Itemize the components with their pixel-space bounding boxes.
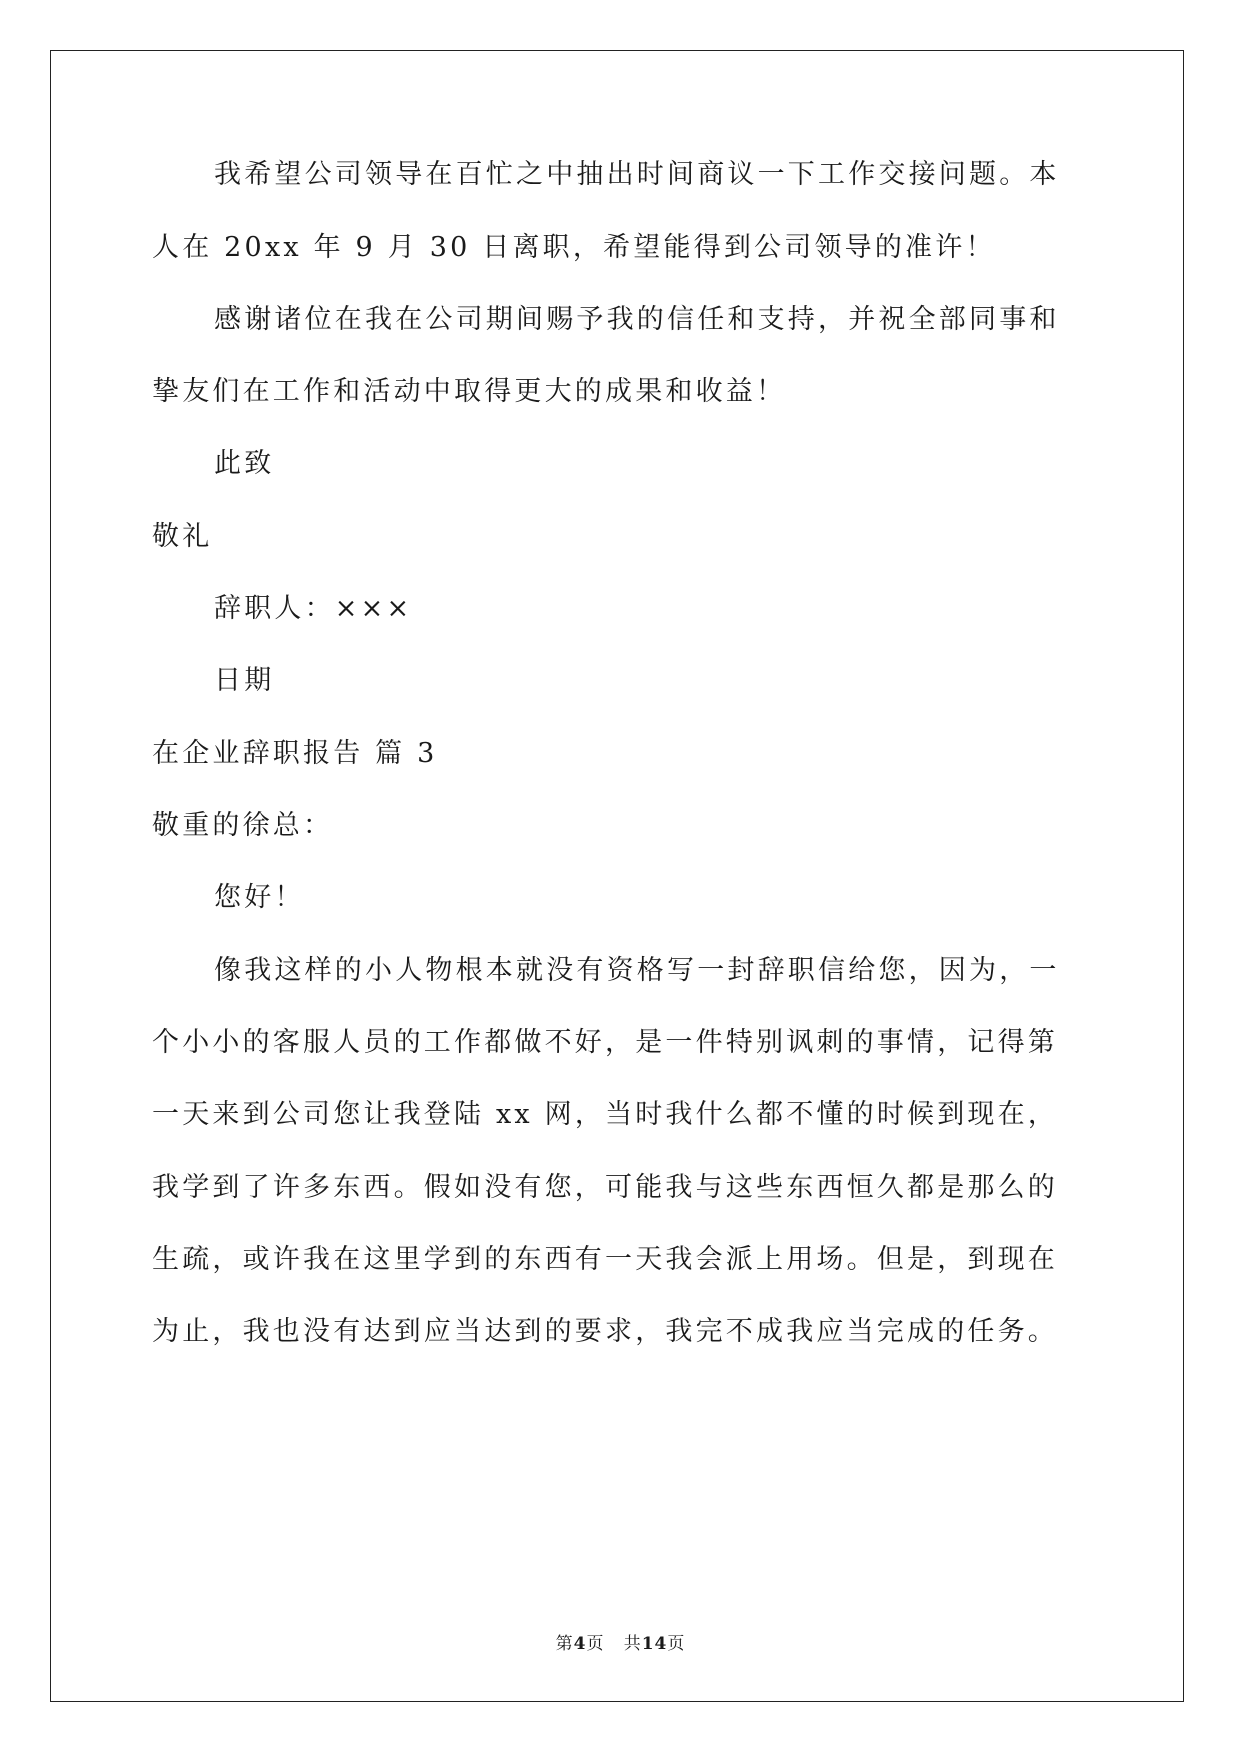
paragraph-line: 为止，我也没有达到应当达到的要求，我完不成我应当完成的任务。	[152, 1316, 1058, 1347]
paragraph-line: 我希望公司领导在百忙之中抽出时间商议一下工作交接问题。本	[214, 159, 1060, 190]
total-page-number: 14	[641, 1634, 668, 1654]
footer-total-unit: 页	[667, 1634, 686, 1654]
greeting: 您好！	[214, 882, 305, 913]
page-footer	[0, 1632, 1241, 1656]
date-line: 日期	[214, 665, 275, 696]
addressee: 敬重的徐总：	[152, 810, 334, 841]
paragraph-line: 像我这样的小人物根本就没有资格写一封辞职信给您，因为，一	[214, 955, 1060, 986]
paragraph-line: 人在 20xx 年 9 月 30 日离职，希望能得到公司领导的准许！	[152, 232, 996, 263]
current-page-number: 4	[573, 1634, 587, 1654]
section-heading: 在企业辞职报告 篇 3	[152, 738, 438, 769]
closing-regards: 敬礼	[152, 521, 213, 552]
signature-line: 辞职人：×××	[214, 593, 413, 624]
footer-prefix: 第	[555, 1634, 574, 1654]
page-border	[50, 50, 1184, 1702]
paragraph-line: 一天来到公司您让我登陆 xx 网，当时我什么都不懂的时候到现在，	[152, 1099, 1059, 1130]
paragraph-line: 我学到了许多东西。假如没有您，可能我与这些东西恒久都是那么的	[152, 1172, 1058, 1203]
closing-salutation: 此致	[214, 448, 275, 479]
footer-page-unit: 页	[586, 1634, 605, 1654]
paragraph-line: 生疏，或许我在这里学到的东西有一天我会派上用场。但是，到现在	[152, 1244, 1058, 1275]
paragraph-line: 挚友们在工作和活动中取得更大的成果和收益！	[152, 376, 787, 407]
footer-total-prefix: 共	[623, 1634, 642, 1654]
paragraph-line: 个小小的客服人员的工作都做不好，是一件特别讽刺的事情，记得第	[152, 1027, 1058, 1058]
paragraph-line: 感谢诸位在我在公司期间赐予我的信任和支持，并祝全部同事和	[214, 304, 1060, 335]
